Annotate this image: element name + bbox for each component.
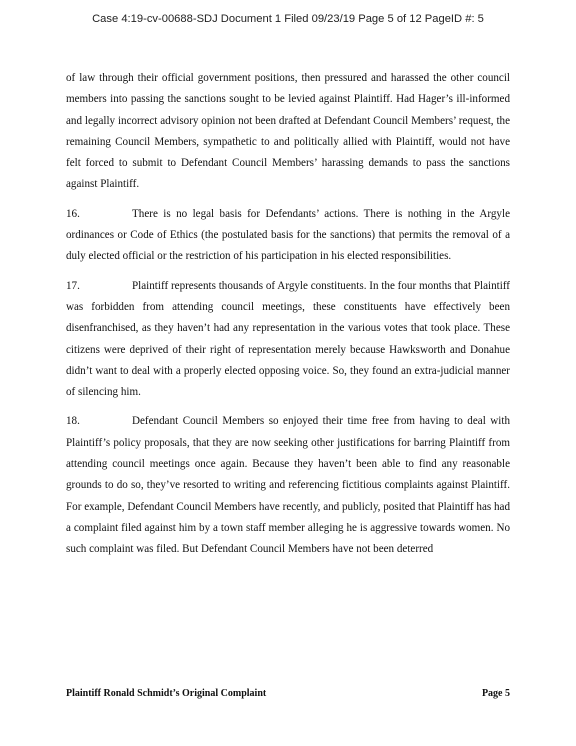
- paragraph-number: 17.: [66, 279, 80, 292]
- paragraph-continuation: [66, 68, 510, 196]
- paragraph-text: Defendant Council Members so enjoyed their time free from having to deal with Plaintiff’s policy proposals, that they are now seeking other justifications for barring Plaintiff from attending council meetings once again. Because they haven’t been able to find any reasonable grounds to do so, they’ve resorted to writing and referencing fictitious complaints against Plaintiff. For example, Defendant Council Members have recently, and publicly, posited that Plaintiff has had a complaint filed against him by a town staff member alleging he is aggressive towards women. No such complaint was filed. But Defendant Council Members have not been deterred: [66, 415, 510, 556]
- footer-title: Plaintiff Ronald Schmidt’s Original Complaint: [66, 688, 267, 699]
- document-body: [66, 68, 510, 569]
- page-footer: [66, 688, 510, 699]
- paragraph-number: 16.: [66, 207, 80, 220]
- paragraph-text: There is no legal basis for Defendants’ actions. There is nothing in the Argyle ordinances or Code of Ethics (the postulated basis for the sanctions) that permits the removal of a duly elected official or the restriction of his participation in his elected responsibilities.: [66, 207, 510, 263]
- footer-page-number: Page 5: [481, 688, 510, 699]
- paragraph-number: 18.: [66, 415, 80, 428]
- case-header: Case 4:19-cv-00688-SDJ Document 1 Filed 09/23/19 Page 5 of 12 PageID #: 5: [92, 13, 484, 25]
- paragraph-text: of law through their official government positions, then pressured and harassed the other council members into passing the sanctions sought to be levied against Plaintiff. Had Hager’s ill-informed and legally incorrect advisory opinion not been drafted at Defendant Council Members’ request, the remaining Council Members, sympathetic to and politically allied with Plaintiff, would not have felt forced to submit to Defendant Council Members’ harassing demands to pass the sanctions against Plaintiff.: [66, 72, 510, 191]
- paragraph-18: [66, 411, 510, 560]
- paragraph-16: [66, 204, 510, 268]
- paragraph-17: [66, 276, 510, 404]
- paragraph-text: Plaintiff represents thousands of Argyle constituents. In the four months that Plaintiff was forbidden from attending council meetings, these constituents have effectively been disenfranchised, as they haven’t had any representation in the various votes that took place. These citizens were deprived of their right of representation merely because Hawksworth and Donahue didn’t want to deal with a properly elected opposing voice. So, they found an extra-judicial manner of silencing him.: [66, 279, 510, 399]
